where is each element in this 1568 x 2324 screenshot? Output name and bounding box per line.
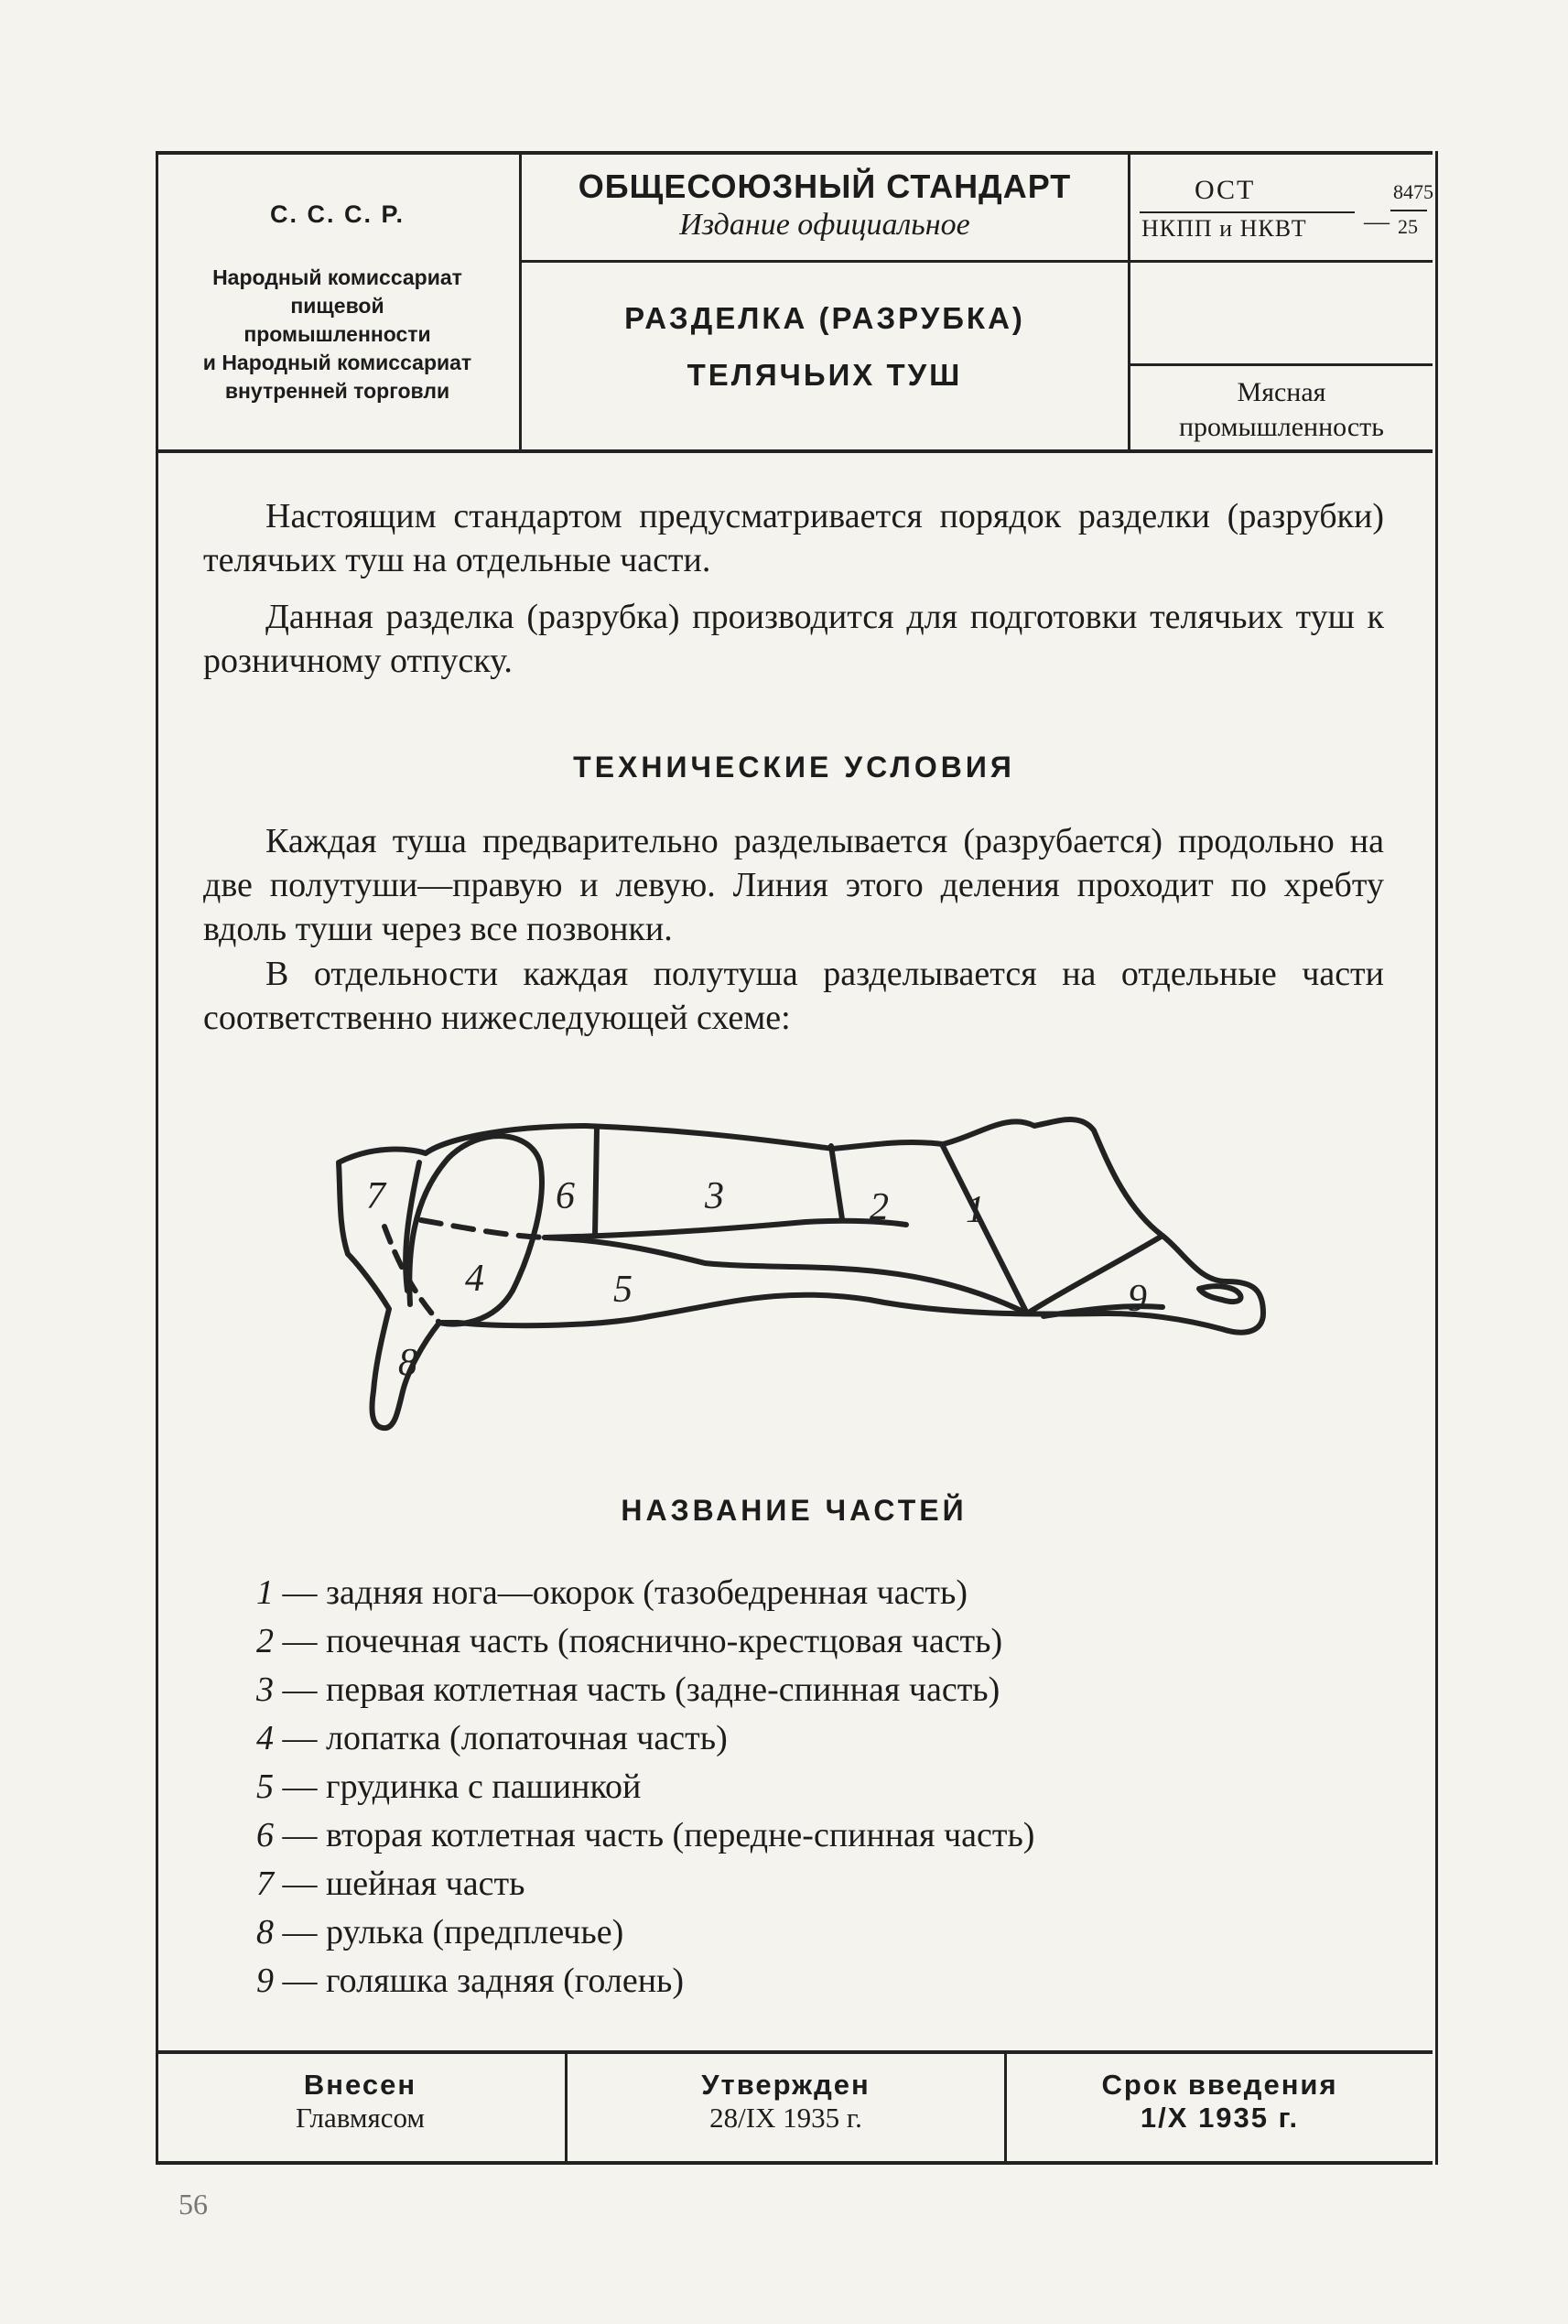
industry-line: Мясная <box>1237 377 1326 407</box>
standard-code-block <box>1130 155 1433 449</box>
part-number: 1 <box>256 1573 274 1612</box>
submitted-by: Главмясом <box>295 2102 426 2134</box>
list-item <box>256 1860 1034 1908</box>
part-number: 8 <box>256 1913 274 1951</box>
approved-date: 28/IX 1935 г. <box>709 2102 862 2134</box>
document-footer <box>156 2050 1433 2165</box>
diagram-label: 2 <box>870 1186 889 1228</box>
document-header <box>156 151 1433 453</box>
commissariat-names <box>156 264 519 405</box>
list-item <box>256 1569 1034 1617</box>
part-number: 3 <box>256 1670 274 1709</box>
back-cut-line <box>545 1222 806 1238</box>
ost-code <box>1130 155 1433 263</box>
blank-cell <box>1130 263 1433 366</box>
effective-date-cell <box>1007 2054 1433 2161</box>
part-number: 9 <box>256 1962 274 2000</box>
submitted-label: Внесен <box>303 2069 417 2101</box>
part-name: — голяшка задняя (голень) <box>282 1962 685 2000</box>
industry-label <box>1130 366 1433 445</box>
list-item <box>256 1714 1034 1763</box>
part-name: — шейная часть <box>282 1865 525 1903</box>
part-name: — первая котлетная часть (задне-спинная часть) <box>282 1670 1000 1709</box>
part-number: 6 <box>256 1816 274 1854</box>
document-title-line: ТЕЛЯЧЬИХ ТУШ <box>687 358 963 392</box>
diagram-label: 5 <box>613 1269 633 1311</box>
intro-paragraph: Настоящим стандартом предусматривается порядок разделки (разрубки) телячьих туш на отдельные части. <box>203 497 1384 579</box>
veal-carcass-cutting-diagram <box>320 1108 1281 1446</box>
document-title-line: РАЗДЕЛКА (РАЗРУБКА) <box>624 301 1025 335</box>
intro-paragraph: Данная разделка (разрубка) производится для подготовки телячьих туш к розничному отпуску. <box>203 598 1384 680</box>
part-name: — задняя нога—окорок (тазобедренная часть) <box>282 1573 968 1612</box>
ost-organizations: НКПП и НКВТ <box>1141 215 1307 242</box>
list-item <box>256 1957 1034 2005</box>
diagram-label: 9 <box>1128 1278 1147 1320</box>
hoof-outline <box>1199 1286 1241 1302</box>
part-name: — грудинка с пашинкой <box>282 1767 642 1806</box>
cut-line-3-2 <box>831 1146 842 1219</box>
list-item <box>256 1763 1034 1811</box>
diagram-label: 4 <box>465 1258 484 1300</box>
part-name: — почечная часть (пояснично-крестцовая часть) <box>282 1622 1003 1660</box>
industry-line: промышленность <box>1179 412 1384 442</box>
effective-date: 1/X 1935 г. <box>1140 2102 1300 2134</box>
standard-heading <box>522 155 1128 263</box>
technical-paragraph: Каждая туша предварительно разделывается (разрубается) продольно на две полутуши—правую и левую. Линия этого деления проходит по хребту вдоль туши через все позвонки. <box>203 822 1384 948</box>
commissariat-line: внутренней торговли <box>224 379 450 403</box>
cut-line-6-3 <box>595 1128 597 1236</box>
diagram-label: 7 <box>366 1175 385 1217</box>
edition-label: Издание официальное <box>679 208 970 242</box>
part-name: — лопатка (лопаточная часть) <box>282 1719 728 1757</box>
part-number: 5 <box>256 1767 274 1806</box>
effective-label: Срок введения <box>1101 2069 1338 2101</box>
approved-cell <box>568 2054 1007 2161</box>
list-item <box>256 1666 1034 1714</box>
submitted-by-cell <box>156 2054 568 2161</box>
diagram-label: 8 <box>398 1342 417 1384</box>
technical-conditions-title: ТЕХНИЧЕСКИЕ УСЛОВИЯ <box>573 751 1015 784</box>
technical-paragraph: В отдельности каждая полутуша разделывается на отдельные части соответственно нижеследующей схеме: <box>203 955 1384 1037</box>
document-title <box>522 290 1128 404</box>
part-name: — вторая котлетная часть (передне-спинная часть) <box>282 1816 1035 1854</box>
ost-number: 8475 <box>1393 180 1433 203</box>
list-item <box>256 1908 1034 1957</box>
fraction-line <box>1140 211 1355 213</box>
ost-year: 25 <box>1398 215 1418 238</box>
commissariat-line: и Народный комиссариат <box>202 351 472 374</box>
page-number: 56 <box>178 2188 208 2221</box>
commissariat-line: Народный комиссариат <box>212 265 462 289</box>
commissariat-line: промышленности <box>243 322 431 346</box>
standard-title-block <box>522 155 1130 449</box>
diagram-label: 6 <box>556 1175 575 1217</box>
parts-names-title: НАЗВАНИЕ ЧАСТЕЙ <box>621 1494 968 1527</box>
parts-list <box>256 1569 1034 2005</box>
list-item <box>256 1617 1034 1666</box>
ost-label: ОСТ <box>1195 175 1256 205</box>
dashed-cut-line <box>421 1220 545 1238</box>
ost-dash: — <box>1364 208 1390 236</box>
part-name: — рулька (предплечье) <box>282 1913 624 1951</box>
issuing-authority <box>156 155 522 449</box>
back-cut-line <box>806 1221 906 1225</box>
part-number: 2 <box>256 1622 274 1660</box>
fraction-line <box>1390 210 1427 211</box>
approved-label: Утвержден <box>701 2069 871 2101</box>
list-item <box>256 1811 1034 1860</box>
diagram-label: 1 <box>966 1189 985 1231</box>
part-number: 4 <box>256 1719 274 1757</box>
standard-title: ОБЩЕСОЮЗНЫЙ СТАНДАРТ <box>578 168 1072 205</box>
diagram-label: 3 <box>705 1175 724 1217</box>
part-number: 7 <box>256 1865 274 1903</box>
ussr-label: С. С. С. Р. <box>270 200 405 228</box>
commissariat-line: пищевой <box>290 294 384 318</box>
